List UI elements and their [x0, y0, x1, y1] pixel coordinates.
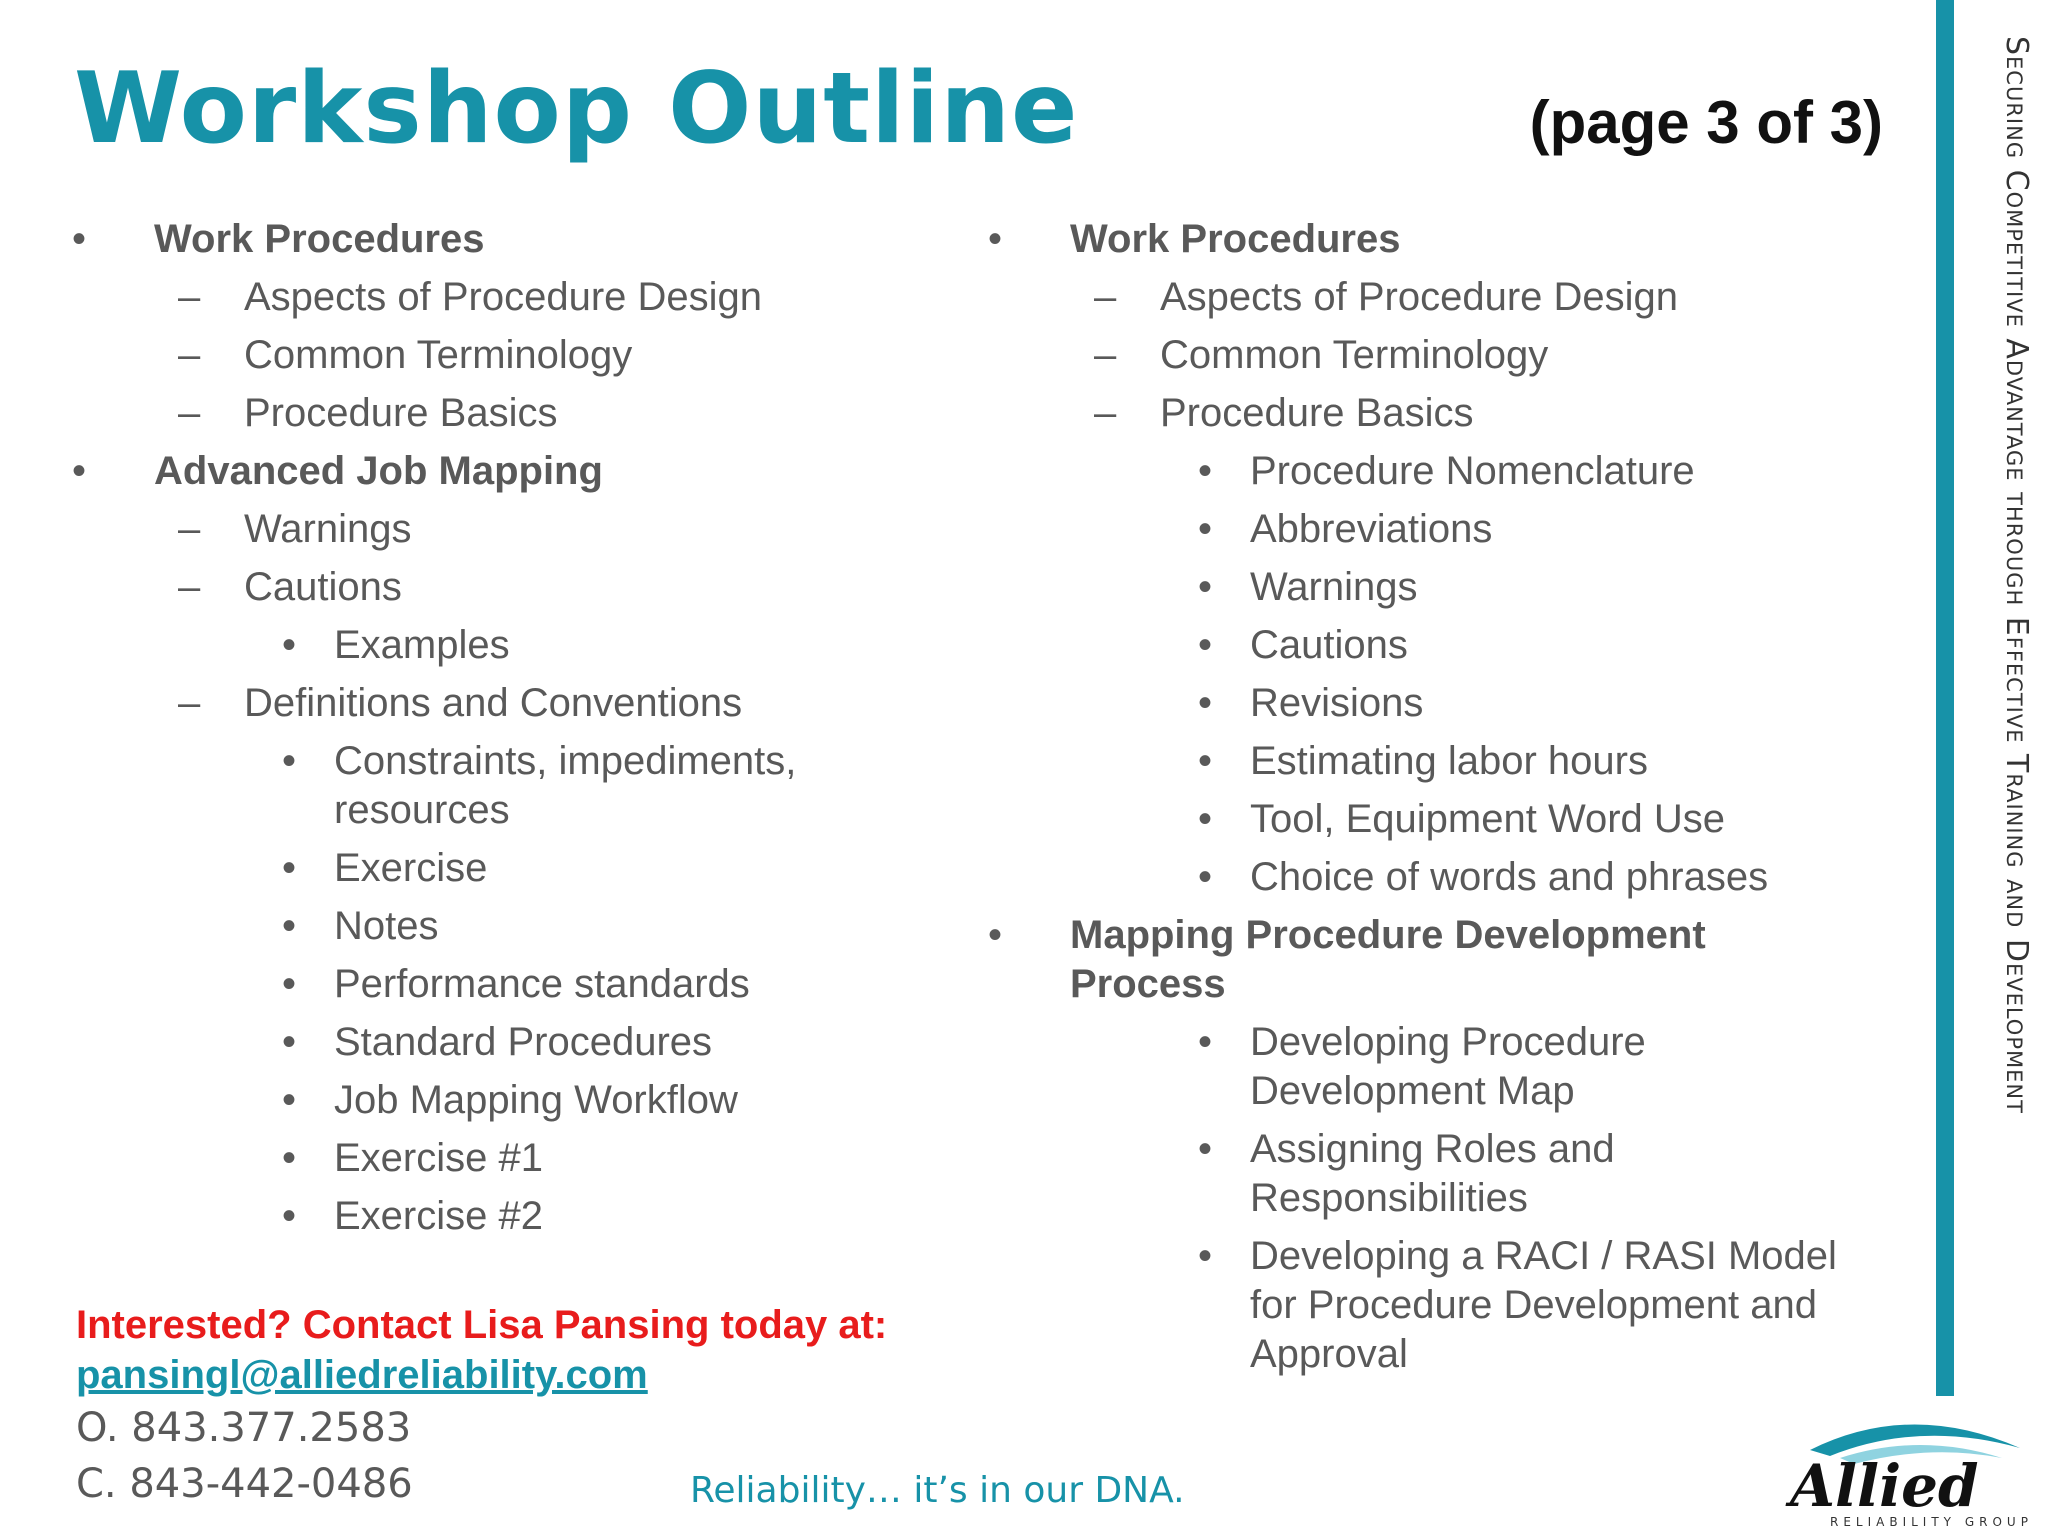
bullet-marker: • [282, 1078, 297, 1122]
page-title: Workshop Outline [74, 52, 1079, 166]
vertical-slogan: Securing Competitive Advantage through Effective Training and Development [1999, 36, 2034, 1114]
outline-left-column [72, 215, 932, 1250]
outline-item-text: Common Terminology [1160, 333, 1549, 377]
outline-item-text: Exercise #2 [334, 1194, 543, 1238]
logo-subtitle: RELIABILITY GROUP [1830, 1515, 2033, 1529]
bullet-marker: • [282, 846, 297, 890]
outline-item-text: Choice of words and phrases [1250, 855, 1769, 899]
bullet-marker: • [282, 739, 297, 783]
bullet-marker: • [1198, 855, 1213, 899]
bullet-marker: • [1198, 1020, 1213, 1064]
outline-item-text: Procedure Basics [244, 391, 558, 435]
outline-item [988, 215, 1888, 264]
outline-item [988, 273, 1888, 322]
outline-item-text: Common Terminology [244, 333, 633, 377]
outline-item [988, 563, 1888, 612]
outline-item [72, 960, 932, 1009]
bullet-marker: • [988, 217, 1003, 261]
outline-item-text: Aspects of Procedure Design [1160, 275, 1679, 319]
outline-item [72, 737, 894, 835]
outline-item [72, 273, 932, 322]
outline-item-text: Estimating labor hours [1250, 739, 1648, 783]
outline-item [988, 1232, 1860, 1379]
outline-item [988, 853, 1888, 902]
outline-item-text: Work Procedures [154, 217, 485, 261]
bullet-marker: • [72, 449, 87, 493]
outline-item [988, 737, 1888, 786]
bullet-marker: • [1198, 681, 1213, 725]
outline-item-text: Advanced Job Mapping [154, 449, 603, 493]
outline-item [72, 331, 932, 380]
bullet-marker: • [1198, 565, 1213, 609]
bullet-marker: • [282, 962, 297, 1006]
outline-item-text: Definitions and Conventions [244, 681, 743, 725]
outline-item-text: Assigning Roles and Responsibilities [1250, 1127, 1615, 1220]
outline-item-text: Cautions [1250, 623, 1408, 667]
bullet-marker: • [1198, 623, 1213, 667]
contact-call-to-action: Interested? Contact Lisa Pansing today at: [76, 1303, 888, 1347]
outline-item-text: Procedure Basics [1160, 391, 1474, 435]
outline-item-text: Developing Procedure Development Map [1250, 1020, 1646, 1113]
bullet-marker: • [1198, 449, 1213, 493]
bullet-marker: • [1198, 739, 1213, 783]
outline-item [72, 679, 932, 728]
bullet-marker: • [72, 217, 87, 261]
bullet-marker: • [1198, 1234, 1213, 1278]
dash-marker: – [1094, 333, 1117, 377]
footer-tagline: Reliability… it’s in our DNA. [690, 1470, 1185, 1511]
outline-item-text: Constraints, impediments, resources [334, 739, 797, 832]
outline-item-text: Aspects of Procedure Design [244, 275, 763, 319]
outline-item-text: Job Mapping Workflow [334, 1078, 738, 1122]
outline-item-text: Warnings [1250, 565, 1418, 609]
dash-marker: – [178, 565, 201, 609]
outline-item [72, 1134, 932, 1183]
office-phone: O. 843.377.2583 [76, 1405, 412, 1451]
outline-right-column [988, 215, 1888, 1388]
logo-wordmark: Allied [1790, 1452, 1979, 1520]
bullet-marker: • [282, 904, 297, 948]
bullet-marker: • [988, 913, 1003, 957]
outline-item-text: Performance standards [334, 962, 750, 1006]
bullet-marker: • [282, 1136, 297, 1180]
outline-item [988, 621, 1888, 670]
bullet-marker: • [1198, 797, 1213, 841]
bullet-marker: • [282, 1020, 297, 1064]
outline-item [72, 1192, 932, 1241]
accent-bar [1936, 0, 1954, 1396]
outline-item-text: Exercise [334, 846, 488, 890]
bullet-marker: • [1198, 507, 1213, 551]
dash-marker: – [178, 507, 201, 551]
outline-item [988, 795, 1888, 844]
outline-item [72, 447, 932, 496]
outline-item [72, 215, 932, 264]
outline-item [988, 505, 1888, 554]
outline-item [72, 844, 932, 893]
outline-item [72, 1076, 932, 1125]
outline-item-text: Work Procedures [1070, 217, 1401, 261]
outline-item-text: Notes [334, 904, 439, 948]
outline-item-text: Revisions [1250, 681, 1424, 725]
outline-item [988, 679, 1888, 728]
outline-item [72, 1018, 932, 1067]
allied-logo [1770, 1410, 2040, 1530]
outline-item-text: Examples [334, 623, 510, 667]
bullet-marker: • [282, 1194, 297, 1238]
outline-item-text: Warnings [244, 507, 412, 551]
outline-item [72, 505, 932, 554]
outline-item-text: Tool, Equipment Word Use [1250, 797, 1726, 841]
dash-marker: – [178, 681, 201, 725]
outline-item [988, 389, 1888, 438]
outline-item [988, 911, 1710, 1009]
page-number-label: (page 3 of 3) [1529, 89, 1883, 156]
outline-item-text: Cautions [244, 565, 402, 609]
outline-item [72, 902, 932, 951]
bullet-marker: • [1198, 1127, 1213, 1171]
bullet-marker: • [282, 623, 297, 667]
outline-item-text: Abbreviations [1250, 507, 1493, 551]
cell-phone: C. 843-442-0486 [76, 1461, 413, 1507]
dash-marker: – [1094, 391, 1117, 435]
outline-item [72, 389, 932, 438]
outline-item [72, 621, 932, 670]
dash-marker: – [178, 391, 201, 435]
outline-item [988, 447, 1888, 496]
outline-item-text: Procedure Nomenclature [1250, 449, 1695, 493]
outline-item-text: Exercise #1 [334, 1136, 543, 1180]
outline-item [988, 1125, 1890, 1223]
outline-item [72, 563, 932, 612]
contact-email-link[interactable]: pansingl@alliedreliability.com [76, 1353, 648, 1397]
outline-item-text: Mapping Procedure Development Process [1070, 913, 1706, 1006]
outline-item [988, 1018, 1890, 1116]
outline-item [988, 331, 1888, 380]
outline-item-text: Standard Procedures [334, 1020, 713, 1064]
outline-item-text: Developing a RACI / RASI Model for Procedure Development and Approval [1250, 1234, 1837, 1376]
dash-marker: – [1094, 275, 1117, 319]
dash-marker: – [178, 275, 201, 319]
dash-marker: – [178, 333, 201, 377]
